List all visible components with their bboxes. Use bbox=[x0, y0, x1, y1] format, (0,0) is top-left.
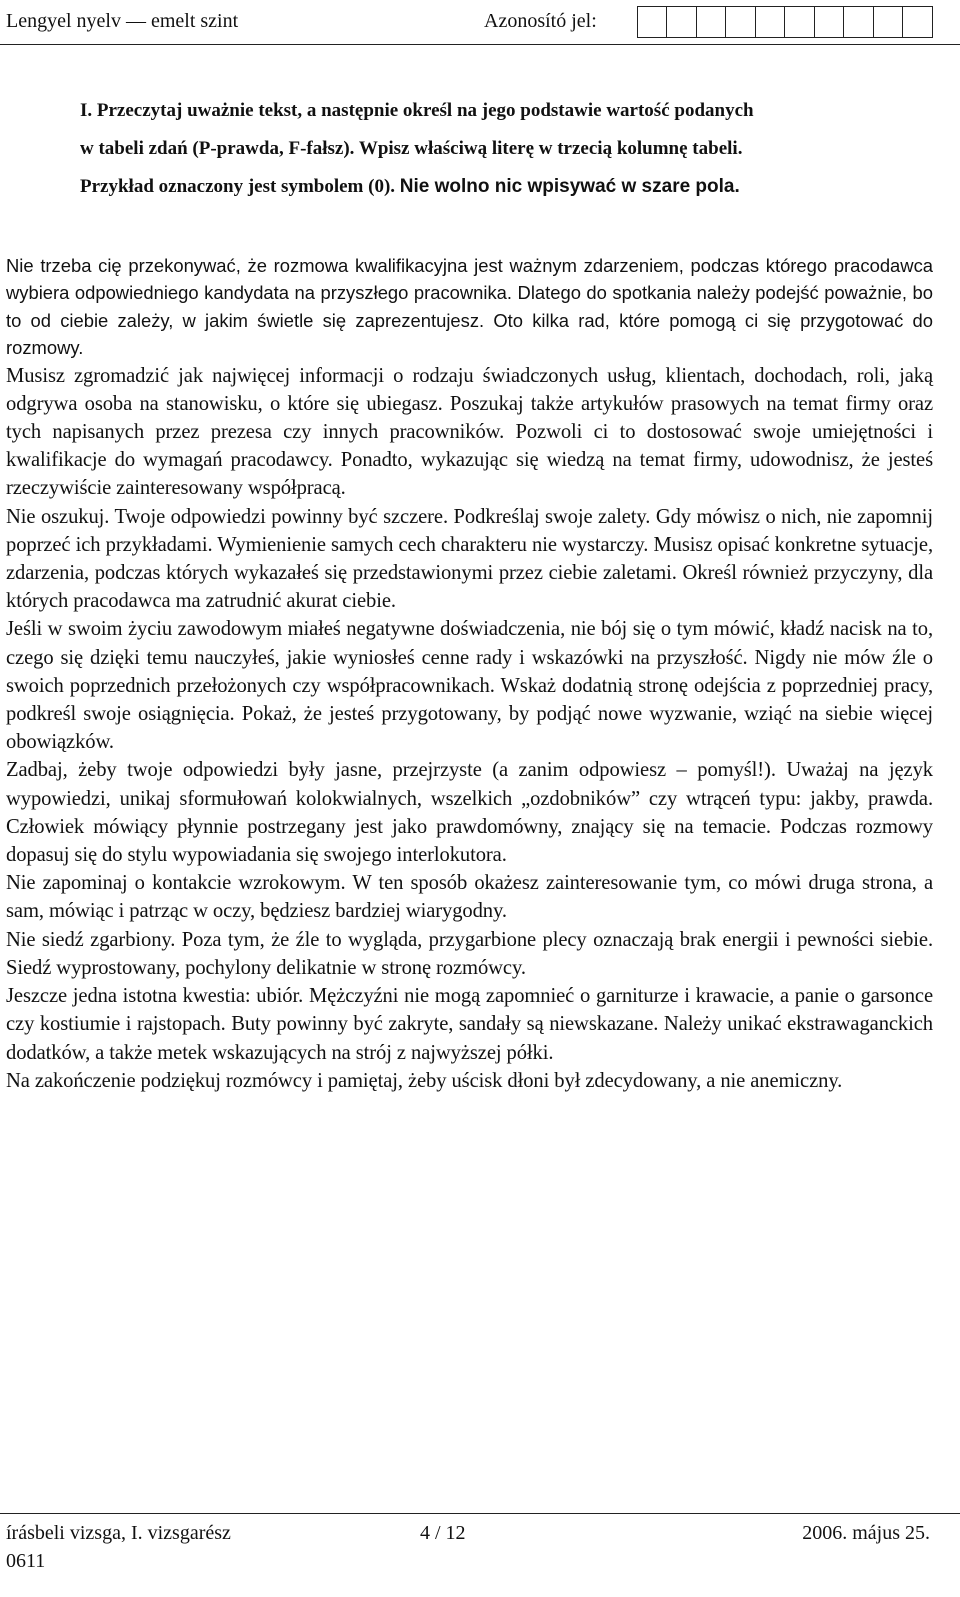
article-text bbox=[6, 252, 933, 1095]
article-paragraph: Nie zapominaj o kontakcie wzrokowym. W ten sposób okażesz zainteresowanie tym, co mówi druga strona, a sam, mówiąc i patrząc w oczy, będziesz bardziej wiarygodny. bbox=[6, 872, 933, 923]
page-footer bbox=[0, 1513, 960, 1597]
article-paragraph: Na zakończenie podziękuj rozmówcy i pamiętaj, żeby uścisk dłoni był zdecydowany, a nie anemiczny. bbox=[6, 1069, 843, 1092]
id-box[interactable] bbox=[666, 6, 697, 38]
subject-title: Lengyel nyelv — emelt szint bbox=[6, 10, 239, 32]
article-intro: Nie trzeba cię przekonywać, że rozmowa kwalifikacyjna jest ważnym zdarzeniem, podczas którego pracodawca wybiera odpowiedniego kandydata na przyszłego pracownika. Dlatego do spotkania należy podejść poważnie, bo to od ciebie zależy, w jakim świetle się zaprezentujesz. Oto kilka rad, które pomogą ci się przygotować do rozmowy. bbox=[6, 255, 933, 359]
instruction-example: Przykład oznaczony jest symbolem (0). bbox=[80, 176, 400, 197]
page-header bbox=[0, 0, 960, 45]
page-number: 4 / 12 bbox=[420, 1522, 466, 1544]
instruction-line bbox=[80, 168, 870, 206]
article-paragraph: Zadbaj, żeby twoje odpowiedzi były jasne, przejrzyste (a zanim odpowiesz – pomyśl!). Uważaj na język wypowiedzi, unikaj sformułowań kolokwialnych, wszelkich „ozdobników” czy wtrąceń typu: jakby, prawda. Człowiek mówiący płynnie postrzegany jest jako prawdomówny, znający się na temacie. Podczas rozmowy dopasuj się do stylu wypowiadania się swojego interlokutora. bbox=[6, 759, 933, 867]
exam-part: írásbeli vizsga, I. vizsgarész bbox=[6, 1522, 231, 1544]
article-paragraph: Jeśli w swoim życiu zawodowym miałeś negatywne doświadczenia, nie bój się o tym mówić, kładź nacisk na to, czego się dzięki temu nauczyłeś, jakie wyniosłeś cenne rady i wskazówki na przyszłość. Nigdy nie mów źle o swoich poprzednich przełożonych czy współpracownikach. Wskaż dodatnią stronę odejścia z poprzedniej pracy, podkreśl swoje osiągnięcia. Pokaż, że jesteś przygotowany, by podjąć nowe wyzwanie, wziąć na siebie więcej obowiązków. bbox=[6, 618, 933, 754]
instruction-line: w tabeli zdań (P-prawda, F-fałsz). Wpisz właściwą literę w trzecią kolumnę tabeli. bbox=[80, 138, 743, 159]
id-box[interactable] bbox=[873, 6, 904, 38]
exam-date: 2006. május 25. bbox=[802, 1522, 930, 1544]
task-instructions bbox=[80, 92, 870, 206]
article-paragraph: Nie oszukuj. Twoje odpowiedzi powinny być szczere. Podkreślaj swoje zalety. Gdy mówisz o nich, nie zapomnij poprzeć ich przykładami. Wymienienie samych cech charakteru nie wystarczy. Musisz opisać konkretne sytuacje, zdarzenia, podczas których wykazałeś się przedstawionymi przez ciebie zaletami. Określ również przyczyny, dla których pracodawca ma zatrudnić akurat ciebie. bbox=[6, 505, 933, 613]
id-box[interactable] bbox=[696, 6, 727, 38]
id-box[interactable] bbox=[725, 6, 756, 38]
id-box[interactable] bbox=[843, 6, 874, 38]
id-label: Azonosító jel: bbox=[484, 10, 597, 32]
article-paragraph: Nie siedź zgarbiony. Poza tym, że źle to wygląda, przygarbione plecy oznaczają brak energii i pewności siebie. Siedź wyprostowany, pochylony delikatnie w stronę rozmówcy. bbox=[6, 928, 933, 979]
id-box[interactable] bbox=[755, 6, 786, 38]
id-box[interactable] bbox=[902, 6, 933, 38]
article-paragraph: Jeszcze jedna istotna kwestia: ubiór. Mężczyźni nie mogą zapomnieć o garniturze i krawacie, a panie o garsonce czy kostiumie i rajstopach. Buty powinny być zakryte, sandały są niewskazane. Należy unikać ekstrawaganckich dodatków, a także metek wskazujących na strój z najwyższej półki. bbox=[6, 985, 933, 1064]
id-box[interactable] bbox=[637, 6, 668, 38]
instruction-warning: Nie wolno nic wpisywać w szare pola. bbox=[399, 176, 740, 197]
instruction-line: I. Przeczytaj uważnie tekst, a następnie określ na jego podstawie wartość podanych bbox=[80, 100, 754, 121]
exam-code: 0611 bbox=[6, 1550, 46, 1572]
id-box[interactable] bbox=[814, 6, 845, 38]
id-box[interactable] bbox=[784, 6, 815, 38]
article-paragraph: Musisz zgromadzić jak najwięcej informacji o rodzaju świadczonych usług, klientach, dochodach, roli, jaką odgrywa osoba na stanowisku, o które się ubiegasz. Poszukaj także artykułów prasowych na temat firmy oraz tych napisanych przez prezesa czy innych pracowników. Pozwoli ci to dostosować swoje umiejętności i kwalifikacje do wymagań pracodawcy. Ponadto, wykazując się wiedzą na temat firmy, udowodnisz, że jesteś rzeczywiście zainteresowany współpracą. bbox=[6, 364, 933, 500]
id-boxes bbox=[638, 6, 933, 38]
